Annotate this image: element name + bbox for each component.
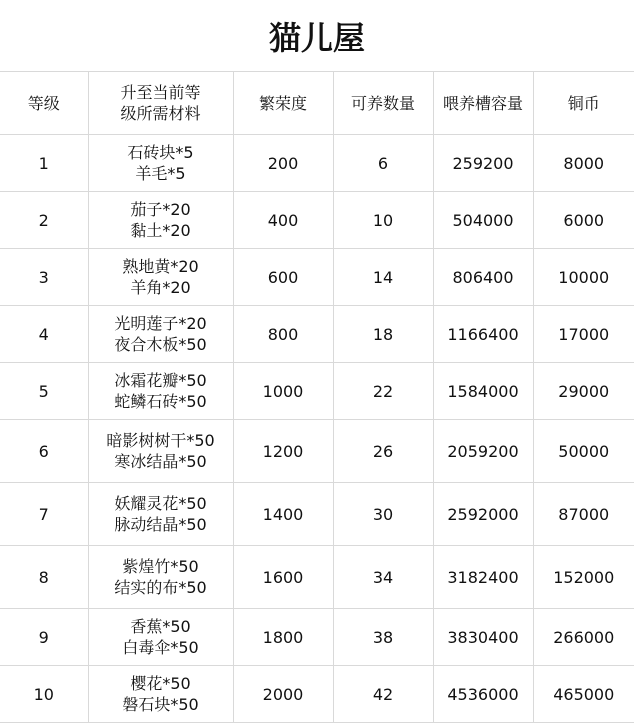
cell-feeder: 1166400 — [433, 306, 533, 363]
header-level: 等级 — [0, 72, 88, 135]
material-line-2: 夜合木板*50 — [114, 335, 207, 354]
table-row — [0, 135, 634, 192]
table-row — [0, 306, 634, 363]
cell-prosperity: 1600 — [233, 546, 333, 609]
cell-prosperity: 2000 — [233, 666, 333, 723]
cell-feeder: 259200 — [433, 135, 533, 192]
cell-prosperity: 1800 — [233, 609, 333, 666]
cell-level: 6 — [0, 420, 88, 483]
material-line-2: 羊角*20 — [130, 278, 191, 297]
material-line-2: 结实的布*50 — [114, 578, 207, 597]
table-row — [0, 363, 634, 420]
material-line-1: 香蕉*50 — [130, 617, 191, 636]
material-line-1: 光明莲子*20 — [114, 314, 207, 333]
material-line-2: 磐石块*50 — [122, 695, 199, 714]
table-row — [0, 609, 634, 666]
material-line-1: 茄子*20 — [130, 200, 191, 219]
cell-feeder: 3182400 — [433, 546, 533, 609]
cell-materials — [88, 363, 233, 420]
material-line-1: 妖耀灵花*50 — [114, 494, 207, 513]
cell-capacity: 26 — [333, 420, 433, 483]
material-line-1: 暗影树树干*50 — [106, 431, 215, 450]
material-line-1: 樱花*50 — [130, 674, 191, 693]
cell-feeder: 1584000 — [433, 363, 533, 420]
cell-level: 10 — [0, 666, 88, 723]
cell-coins: 50000 — [533, 420, 634, 483]
material-line-1: 石砖块*5 — [127, 143, 194, 162]
cell-coins: 10000 — [533, 249, 634, 306]
cell-materials — [88, 666, 233, 723]
cell-materials — [88, 306, 233, 363]
cell-feeder: 504000 — [433, 192, 533, 249]
cell-coins: 152000 — [533, 546, 634, 609]
cell-capacity: 6 — [333, 135, 433, 192]
cell-capacity: 10 — [333, 192, 433, 249]
table-row — [0, 249, 634, 306]
cell-capacity: 14 — [333, 249, 433, 306]
cell-level: 9 — [0, 609, 88, 666]
material-line-1: 熟地黄*20 — [122, 257, 199, 276]
cell-level: 4 — [0, 306, 88, 363]
table-row — [0, 483, 634, 546]
table-row — [0, 546, 634, 609]
material-line-2: 脉动结晶*50 — [114, 515, 207, 534]
material-line-2: 蛇鳞石砖*50 — [114, 392, 207, 411]
cell-prosperity: 200 — [233, 135, 333, 192]
cell-level: 3 — [0, 249, 88, 306]
cell-feeder: 4536000 — [433, 666, 533, 723]
cell-feeder: 2592000 — [433, 483, 533, 546]
cell-prosperity: 1000 — [233, 363, 333, 420]
cell-level: 8 — [0, 546, 88, 609]
header-materials-line1: 升至当前等 — [120, 83, 201, 102]
cell-materials — [88, 135, 233, 192]
cell-prosperity: 800 — [233, 306, 333, 363]
material-line-2: 黏土*20 — [130, 221, 191, 240]
cell-coins: 17000 — [533, 306, 634, 363]
material-line-2: 羊毛*5 — [135, 164, 186, 183]
cell-coins: 266000 — [533, 609, 634, 666]
page-title: 猫儿屋 — [0, 0, 634, 72]
cell-materials — [88, 483, 233, 546]
table-row — [0, 420, 634, 483]
cell-capacity: 22 — [333, 363, 433, 420]
cell-materials — [88, 609, 233, 666]
header-materials — [88, 72, 233, 135]
table-row — [0, 666, 634, 723]
cell-materials — [88, 249, 233, 306]
material-line-2: 白毒伞*50 — [122, 638, 199, 657]
cell-capacity: 34 — [333, 546, 433, 609]
material-line-2: 寒冰结晶*50 — [114, 452, 207, 471]
cell-coins: 29000 — [533, 363, 634, 420]
header-capacity: 可养数量 — [333, 72, 433, 135]
cell-feeder: 3830400 — [433, 609, 533, 666]
header-prosperity: 繁荣度 — [233, 72, 333, 135]
level-table — [0, 72, 634, 723]
cell-level: 5 — [0, 363, 88, 420]
cell-coins: 87000 — [533, 483, 634, 546]
cell-feeder: 806400 — [433, 249, 533, 306]
cell-capacity: 42 — [333, 666, 433, 723]
cell-coins: 465000 — [533, 666, 634, 723]
table-row — [0, 192, 634, 249]
cell-capacity: 18 — [333, 306, 433, 363]
material-line-1: 冰霜花瓣*50 — [114, 371, 207, 390]
cell-materials — [88, 546, 233, 609]
cell-coins: 8000 — [533, 135, 634, 192]
header-materials-line2: 级所需材料 — [120, 104, 201, 123]
cell-level: 7 — [0, 483, 88, 546]
cell-capacity: 30 — [333, 483, 433, 546]
cell-capacity: 38 — [333, 609, 433, 666]
cell-prosperity: 1400 — [233, 483, 333, 546]
header-coins: 铜币 — [533, 72, 634, 135]
cell-prosperity: 400 — [233, 192, 333, 249]
cell-materials — [88, 420, 233, 483]
cell-level: 2 — [0, 192, 88, 249]
header-row — [0, 72, 634, 135]
material-line-1: 紫煌竹*50 — [122, 557, 199, 576]
header-feeder: 喂养槽容量 — [433, 72, 533, 135]
cell-materials — [88, 192, 233, 249]
cell-feeder: 2059200 — [433, 420, 533, 483]
cell-prosperity: 1200 — [233, 420, 333, 483]
cell-prosperity: 600 — [233, 249, 333, 306]
cell-coins: 6000 — [533, 192, 634, 249]
cell-level: 1 — [0, 135, 88, 192]
